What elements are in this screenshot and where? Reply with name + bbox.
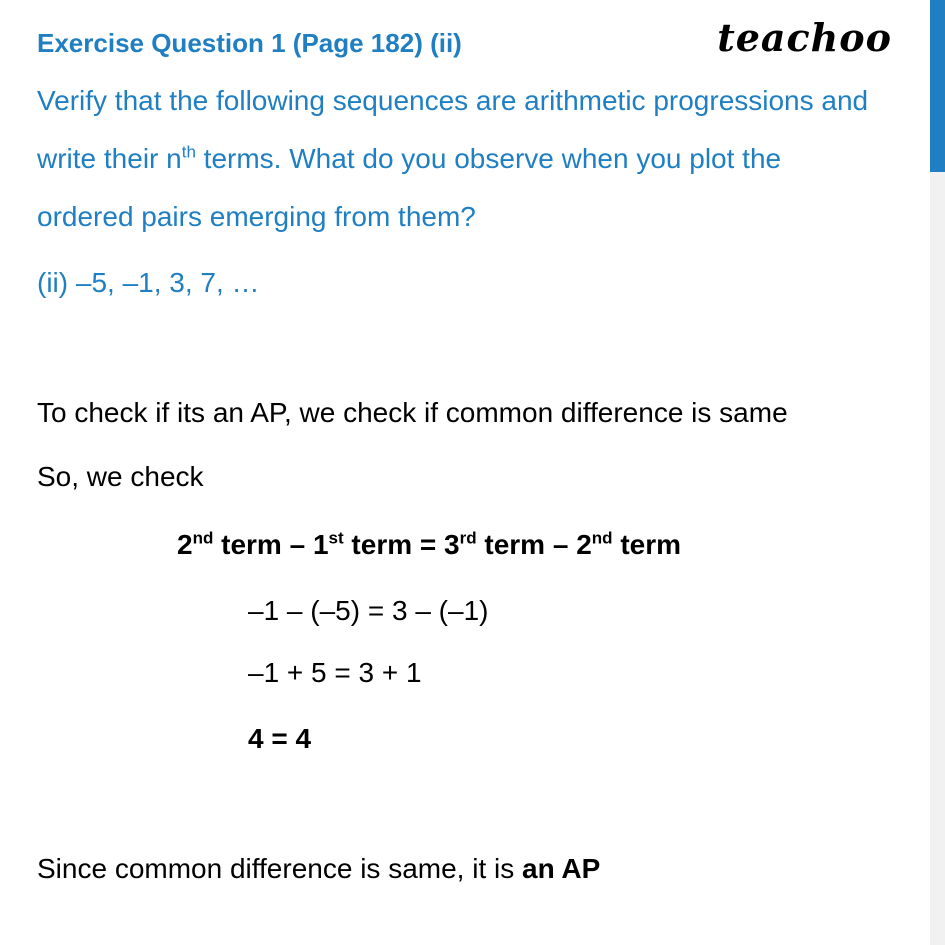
question-line-1: Verify that the following sequences are arithmetic progressions and xyxy=(37,85,869,116)
formula-sup-4: nd xyxy=(591,528,613,548)
teachoo-logo: teachoo xyxy=(717,15,892,60)
conclusion-text: Since common difference is same, it is xyxy=(37,853,523,884)
formula-part-3: term = 3 xyxy=(343,529,460,560)
step-2: –1 + 5 = 3 + 1 xyxy=(248,657,422,688)
nth-superscript: th xyxy=(181,142,196,162)
question-line-2-pre: write their n xyxy=(37,143,182,174)
formula-part-5: term xyxy=(612,529,682,560)
common-difference-formula xyxy=(177,528,681,562)
page-title: Exercise Question 1 (Page 182) (ii) xyxy=(37,28,462,58)
question-line-2-post: terms. What do you observe when you plot the xyxy=(195,143,782,174)
question-sequence: (ii) –5, –1, 3, 7, … xyxy=(37,267,260,298)
formula-sup-2: st xyxy=(328,528,344,548)
step-3: 4 = 4 xyxy=(248,723,312,754)
conclusion-bold: an AP xyxy=(522,853,601,884)
scrollbar-thumb[interactable] xyxy=(930,0,945,172)
formula-part-2: term – 1 xyxy=(213,529,329,560)
step-1: –1 – (–5) = 3 – (–1) xyxy=(248,595,489,626)
scrollbar[interactable] xyxy=(930,0,945,945)
formula-sup-1: nd xyxy=(192,528,214,548)
formula-part-4: term – 2 xyxy=(476,529,592,560)
solution-intro: To check if its an AP, we check if common difference is same xyxy=(37,397,788,428)
question-line-2 xyxy=(37,142,781,176)
question-line-3: ordered pairs emerging from them? xyxy=(37,201,476,232)
formula-part-1: 2 xyxy=(177,529,193,560)
conclusion xyxy=(37,852,600,886)
formula-sup-3: rd xyxy=(459,528,477,548)
so-we-check: So, we check xyxy=(37,461,204,492)
